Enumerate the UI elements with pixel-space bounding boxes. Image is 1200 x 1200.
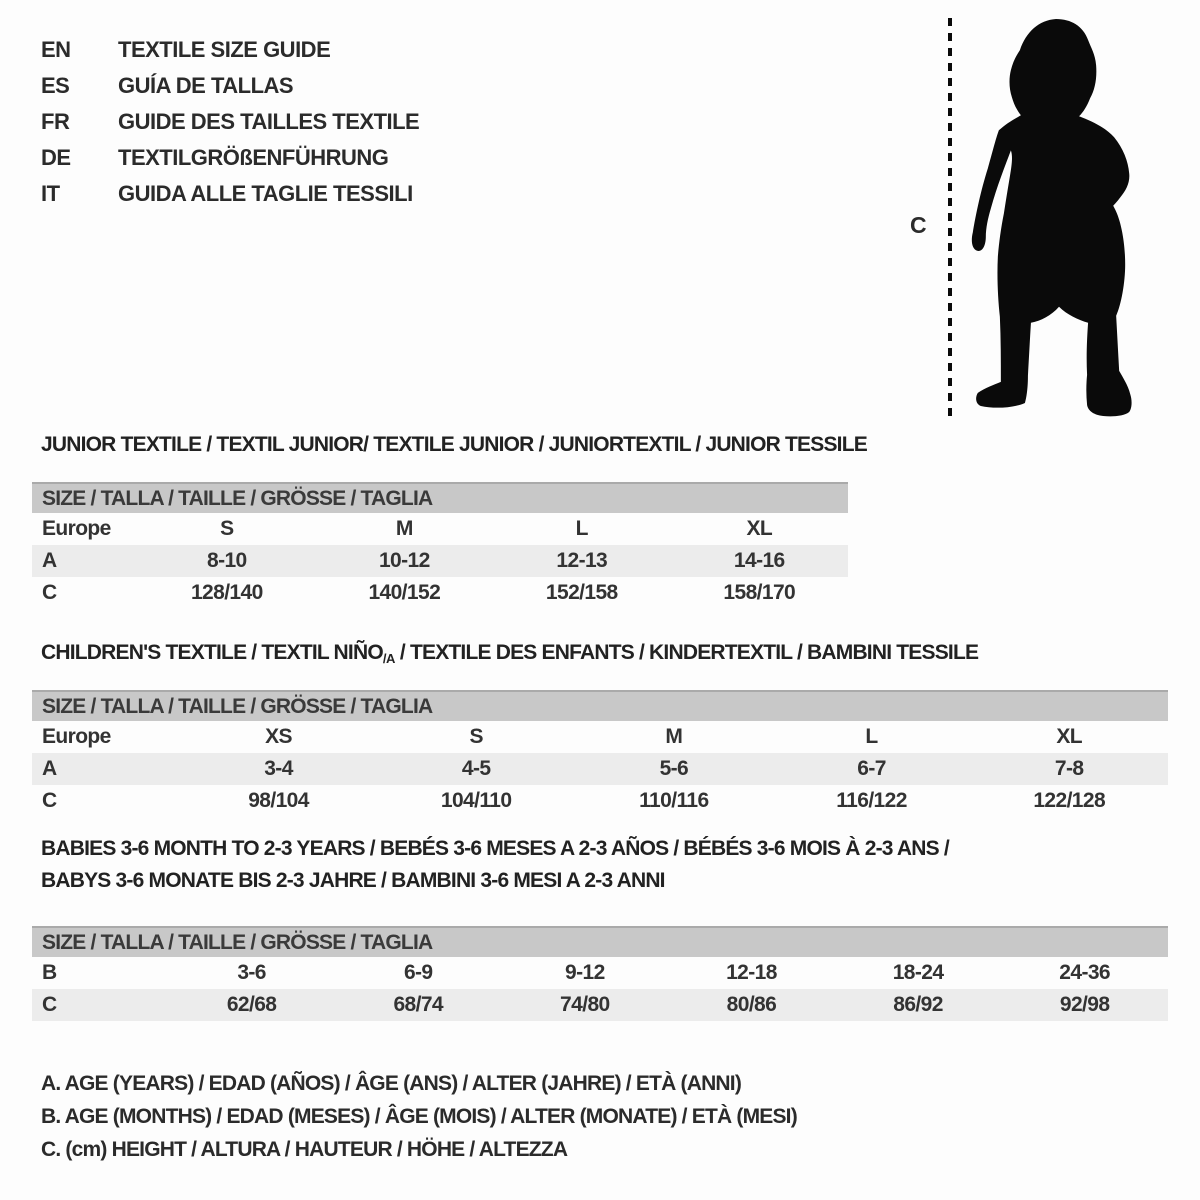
toddler-silhouette-icon: [968, 18, 1140, 419]
height-measure-dashed-line: [948, 18, 952, 416]
table-cell: 18-24: [892, 961, 944, 984]
row-label: Europe: [42, 517, 111, 540]
language-label: TEXTILGRÖßENFÜHRUNG: [118, 145, 389, 170]
table-cell: XL: [746, 517, 773, 540]
table-cell: 116/122: [836, 789, 907, 812]
children-size-table: [32, 690, 1168, 817]
table-row: [32, 785, 1168, 817]
table-cell: 6-7: [857, 757, 886, 780]
language-code: FR: [41, 109, 70, 134]
table-row: [32, 989, 1168, 1021]
table-cell: 14-16: [733, 549, 785, 572]
table-cell: 7-8: [1054, 757, 1084, 780]
size-table-header: SIZE / TALLA / TAILLE / GRÖSSE / TAGLIA: [32, 926, 1168, 957]
language-label: GUIDA ALLE TAGLIE TESSILI: [118, 181, 413, 206]
table-row: [32, 721, 1168, 753]
table-cell: 24-36: [1059, 961, 1111, 984]
table-cell: 3-4: [264, 757, 293, 780]
table-cell: 12-13: [556, 549, 608, 572]
table-cell: L: [575, 517, 588, 540]
language-row-de: [41, 140, 419, 176]
language-row-en: [41, 32, 419, 68]
table-cell: XS: [265, 725, 292, 748]
size-table-header: SIZE / TALLA / TAILLE / GRÖSSE / TAGLIA: [32, 690, 1168, 721]
table-cell: M: [665, 725, 683, 748]
row-label: C: [42, 993, 57, 1016]
language-row-fr: [41, 104, 419, 140]
legend-line-c: C. (cm) HEIGHT / ALTURA / HAUTEUR / HÖHE / ALTEZZA: [41, 1138, 568, 1161]
language-row-it: [41, 176, 419, 212]
legend-line-b: B. AGE (MONTHS) / EDAD (MESES) / ÂGE (MOIS) / ALTER (MONATE) / ETÀ (MESI): [41, 1105, 797, 1128]
row-label: C: [42, 581, 57, 604]
row-label: A: [42, 757, 57, 780]
row-label: A: [42, 549, 57, 572]
babies-title-line1: BABIES 3-6 MONTH TO 2-3 YEARS / BEBÉS 3-6 MESES A 2-3 AÑOS / BÉBÉS 3-6 MOIS À 2-3 ANS /: [41, 837, 949, 860]
table-cell: 5-6: [659, 757, 689, 780]
table-cell: 4-5: [461, 757, 491, 780]
table-cell: 110/116: [639, 789, 709, 812]
table-cell: 9-12: [565, 961, 605, 984]
row-label: B: [42, 961, 57, 984]
row-label: C: [42, 789, 57, 812]
table-cell: S: [469, 725, 483, 748]
language-row-es: [41, 68, 419, 104]
table-cell: 3-6: [237, 961, 266, 984]
table-row: [32, 577, 848, 609]
babies-section-title: [41, 833, 949, 897]
babies-size-table: [32, 926, 1168, 1021]
table-cell: 128/140: [190, 581, 263, 604]
table-cell: 98/104: [248, 789, 309, 812]
children-title-pre: CHILDREN'S TEXTILE / TEXTIL NIÑO: [41, 641, 383, 664]
table-cell: 86/92: [893, 993, 943, 1016]
language-label: GUÍA DE TALLAS: [118, 73, 294, 98]
table-cell: 80/86: [726, 993, 777, 1016]
table-cell: 74/80: [560, 993, 610, 1016]
table-row: [32, 513, 848, 545]
table-cell: S: [220, 517, 234, 540]
table-cell: 158/170: [723, 581, 796, 604]
table-cell: L: [865, 725, 878, 748]
children-section-title: [41, 641, 978, 666]
language-label: GUIDE DES TAILLES TEXTILE: [118, 109, 420, 134]
table-cell: 12-18: [726, 961, 777, 984]
language-code: EN: [41, 37, 71, 62]
table-cell: M: [395, 517, 413, 540]
table-row: [32, 753, 1168, 785]
table-row: [32, 545, 848, 577]
table-cell: 122/128: [1033, 789, 1106, 812]
table-cell: 62/68: [226, 993, 277, 1016]
language-code: DE: [41, 145, 71, 170]
table-row: [32, 957, 1168, 989]
babies-title-line2: BABYS 3-6 MONATE BIS 2-3 JAHRE / BAMBINI 3-6 MESI A 2-3 ANNI: [41, 869, 665, 892]
table-cell: 8-10: [207, 549, 247, 572]
junior-section-title: JUNIOR TEXTILE / TEXTIL JUNIOR/ TEXTILE JUNIOR / JUNIORTEXTIL / JUNIOR TESSILE: [41, 433, 867, 456]
junior-size-table: [32, 482, 848, 609]
table-cell: 104/110: [440, 789, 512, 812]
legend-line-a: A. AGE (YEARS) / EDAD (AÑOS) / ÂGE (ANS) / ALTER (JAHRE) / ETÀ (ANNI): [41, 1072, 742, 1095]
size-table-header: SIZE / TALLA / TAILLE / GRÖSSE / TAGLIA: [32, 482, 848, 513]
children-title-sub: /A: [382, 651, 395, 666]
table-cell: 152/158: [545, 581, 618, 604]
table-cell: 140/152: [368, 581, 441, 604]
language-code: ES: [41, 73, 70, 98]
row-label: Europe: [42, 725, 111, 748]
height-measure-label: C: [910, 212, 927, 238]
table-cell: XL: [1056, 725, 1083, 748]
language-title-list: [41, 32, 419, 212]
language-label: TEXTILE SIZE GUIDE: [118, 37, 331, 62]
table-cell: 92/98: [1059, 993, 1110, 1016]
table-cell: 6-9: [403, 961, 433, 984]
language-code: IT: [41, 181, 60, 206]
table-cell: 68/74: [393, 993, 443, 1016]
legend-block: [41, 1067, 797, 1166]
children-title-post: / TEXTILE DES ENFANTS / KINDERTEXTIL / BAMBINI TESSILE: [394, 641, 979, 664]
table-cell: 10-12: [378, 549, 430, 572]
